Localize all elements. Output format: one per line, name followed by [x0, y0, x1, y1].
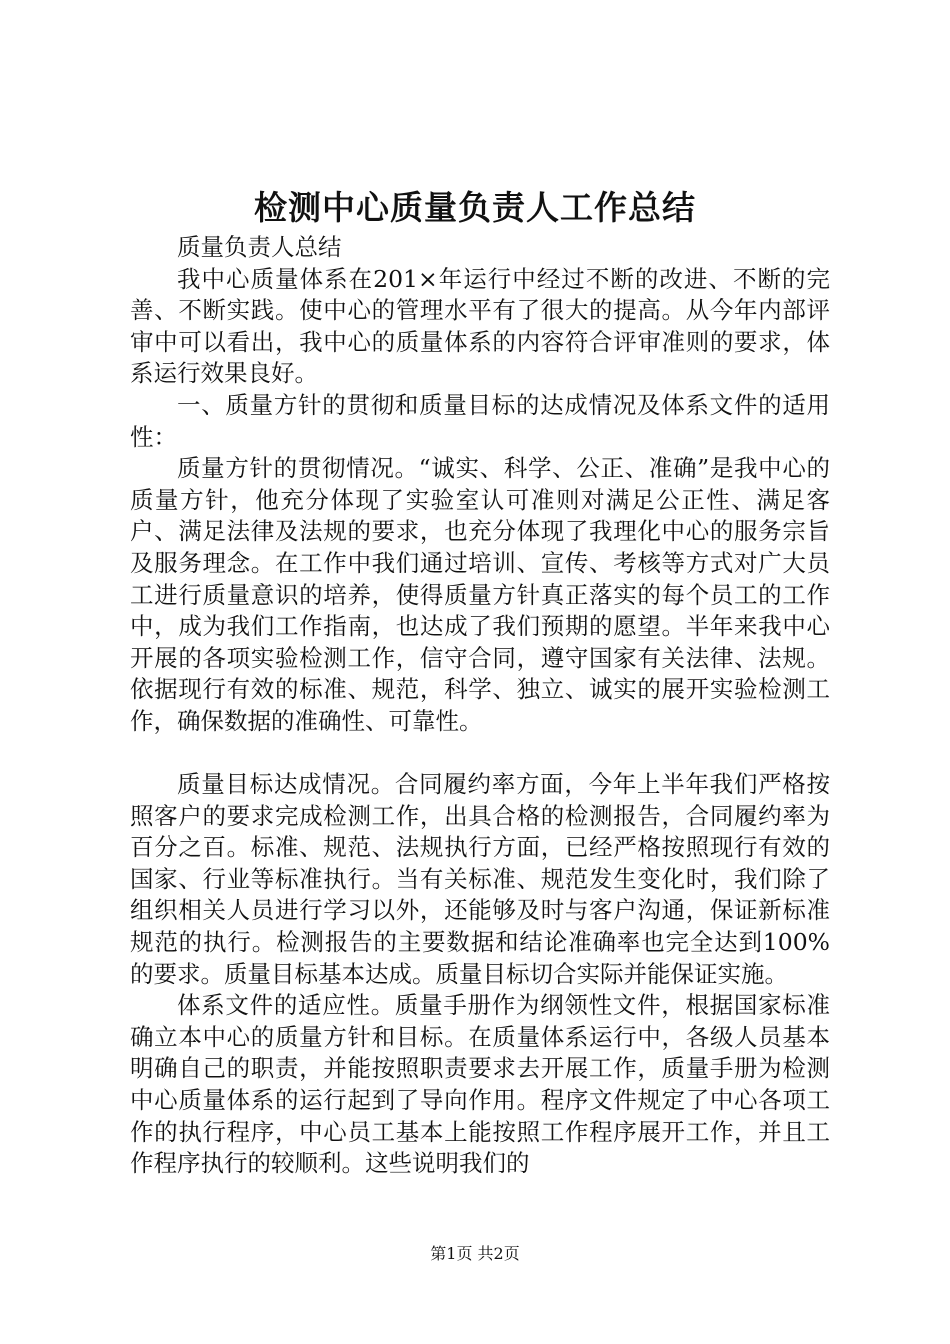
page-footer: 第1页 共2页	[430, 1244, 520, 1263]
document-title: 检测中心质量负责人工作总结	[254, 188, 696, 227]
document-body	[130, 232, 830, 1180]
paragraph-intro: 我中心质量体系在201×年运行中经过不断的改进、不断的完善、不断实践。使中心的管理水平有了很大的提高。从今年内部评审中可以看出，我中心的质量体系的内容符合评审准则的要求，体系运行效果良好。	[130, 264, 830, 388]
paragraph-system-documents: 体系文件的适应性。质量手册作为纲领性文件，根据国家标准确立本中心的质量方针和目标。在质量体系运行中，各级人员基本明确自己的职责，并能按照职责要求去开展工作，质量手册为检测中心质量体系的运行起到了导向作用。程序文件规定了中心各项工作的执行程序，中心员工基本上能按照工作程序展开工作，并且工作程序执行的较顺利。这些说明我们的	[130, 991, 830, 1178]
paragraph-quality-policy: 质量方针的贯彻情况。“诚实、科学、公正、准确”是我中心的质量方针，他充分体现了实验室认可准则对满足公正性、满足客户、满足法律及法规的要求，也充分体现了我理化中心的服务宗旨及服务理念。在工作中我们通过培训、宣传、考核等方式对广大员工进行质量意识的培养，使得质量方针真正落实的每个员工的工作中，成为我们工作指南，也达成了我们预期的愿望。半年来我中心开展的各项实验检测工作，信守合同，遵守国家有关法律、法规。依据现行有效的标准、规范，科学、独立、诚实的展开实验检测工作，确保数据的准确性、可靠性。	[130, 454, 830, 735]
paragraph-spacer	[130, 738, 830, 770]
paragraph-subtitle: 质量负责人总结	[177, 233, 342, 261]
paragraph-quality-goals: 质量目标达成情况。合同履约率方面，今年上半年我们严格按照客户的要求完成检测工作，出具合格的检测报告，合同履约率为百分之百。标准、规范、法规执行方面，已经严格按照现行有效的国家、行业等标准执行。当有关标准、规范发生变化时，我们除了组织相关人员进行学习以外，还能够及时与客户沟通，保证新标准规范的执行。检测报告的主要数据和结论准确率也完全达到100%的要求。质量目标基本达成。质量目标切合实际并能保证实施。	[130, 770, 830, 988]
paragraph-section-heading: 一、质量方针的贯彻和质量目标的达成情况及体系文件的适用性：	[130, 390, 830, 451]
